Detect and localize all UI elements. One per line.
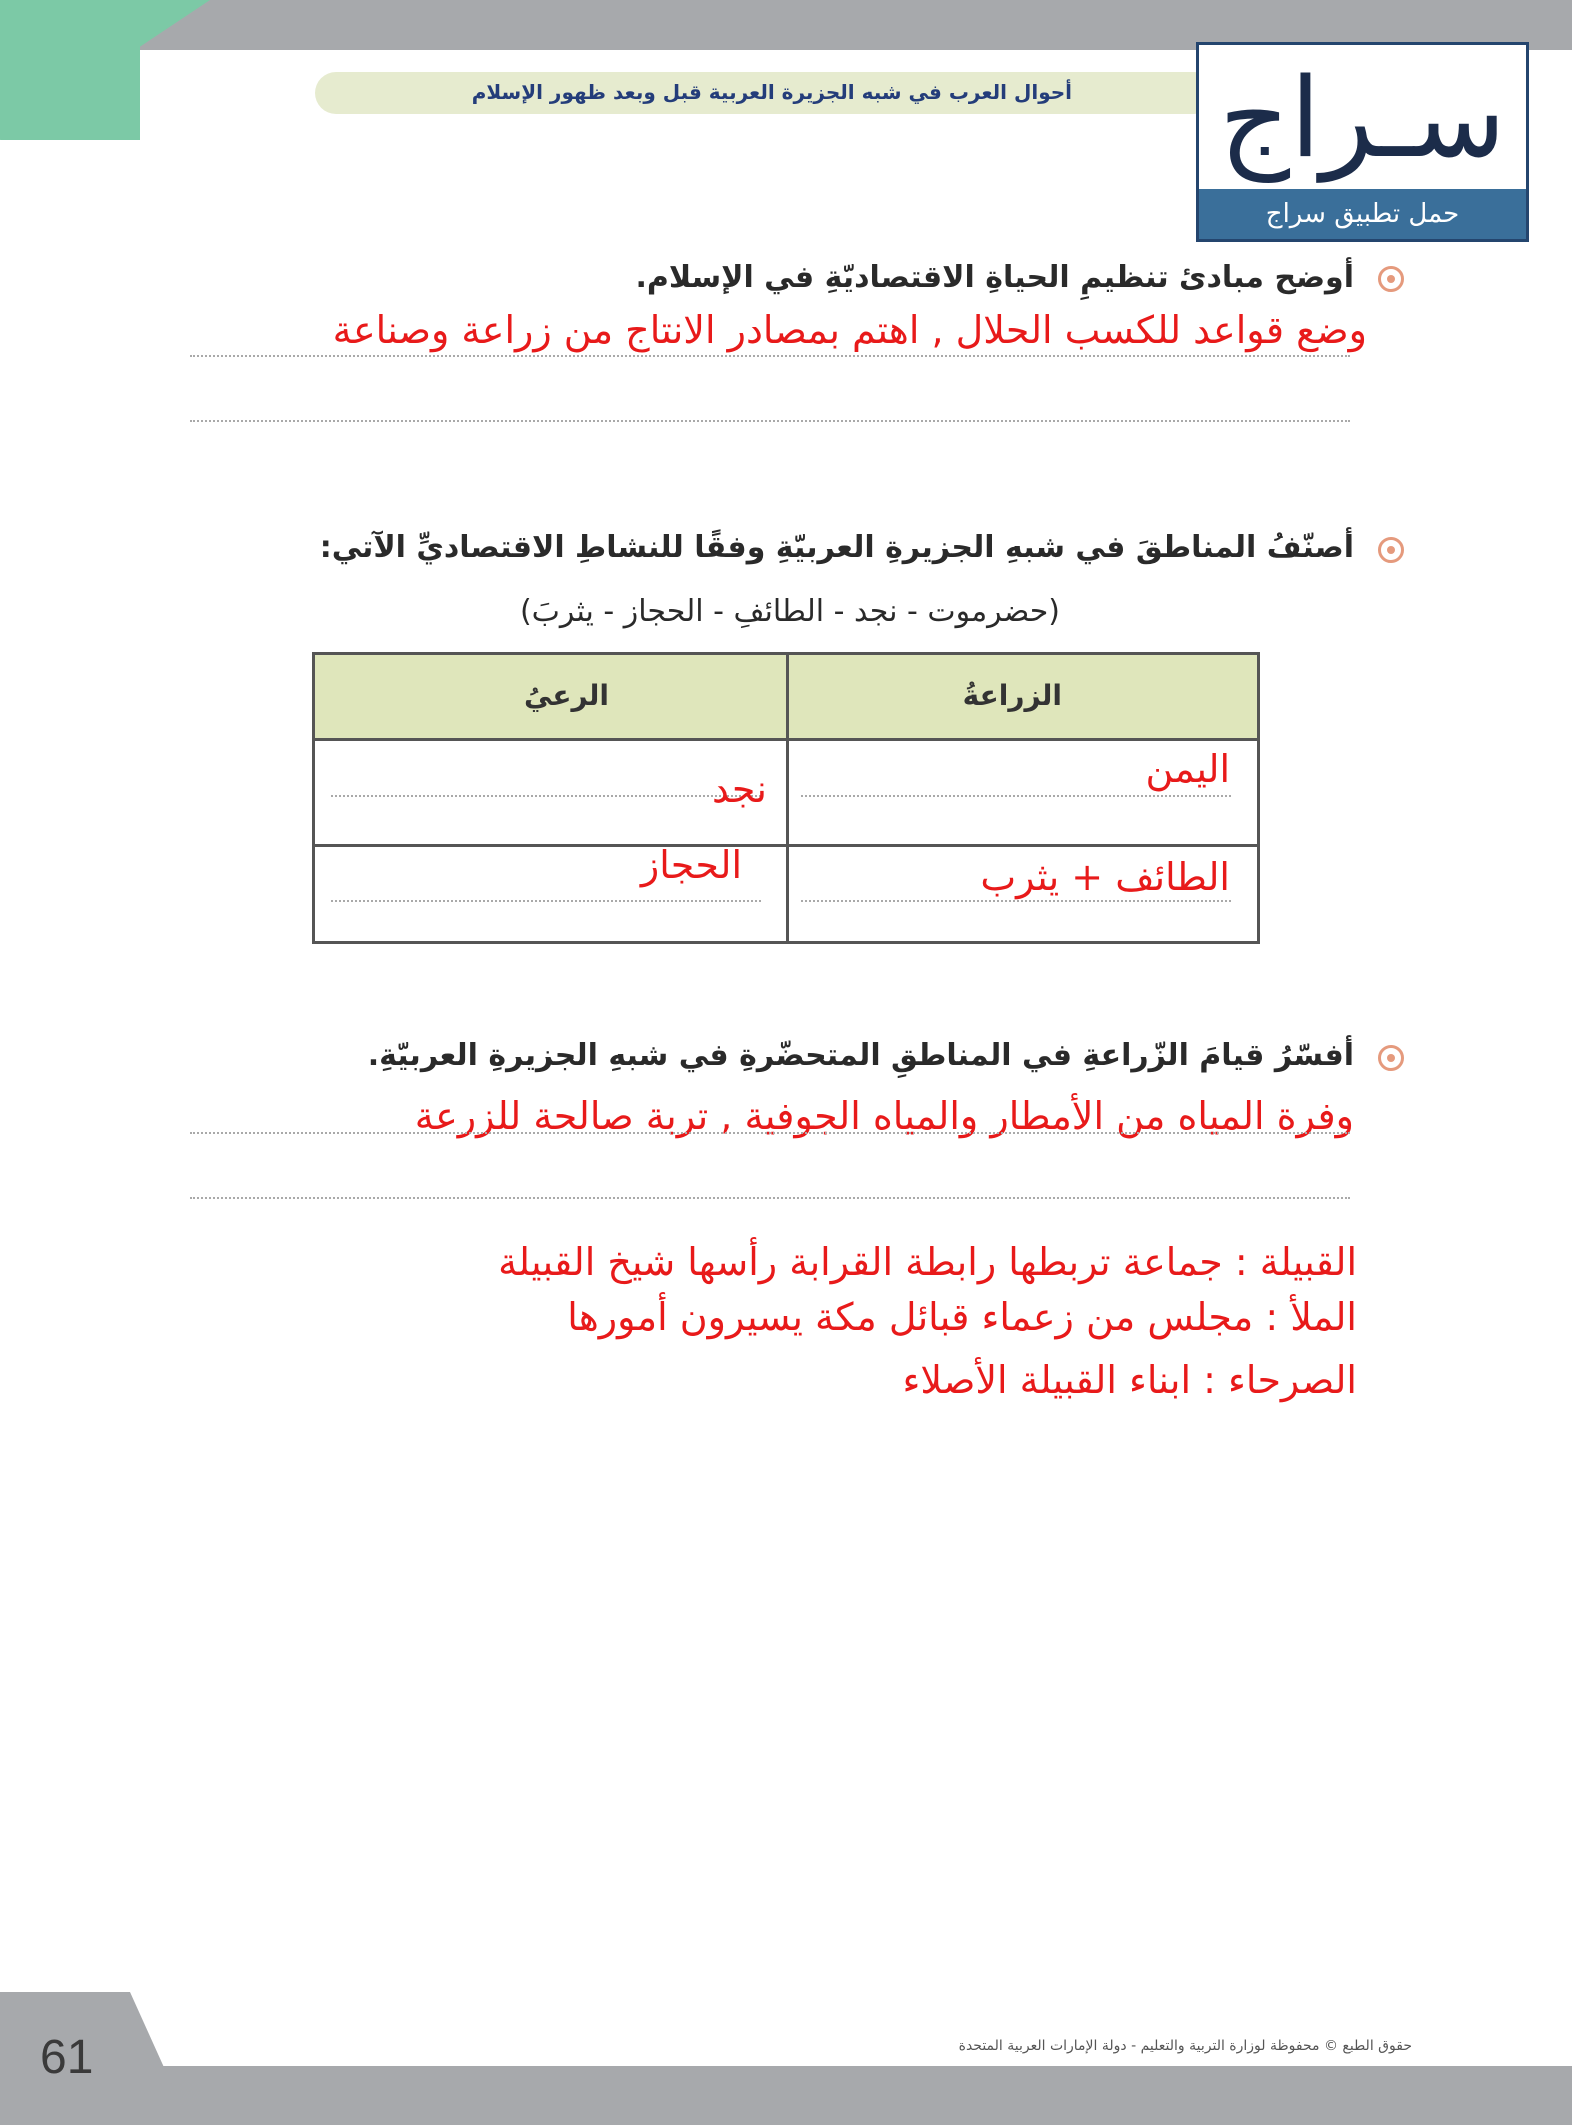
page-number: 61	[40, 2031, 94, 2084]
chapter-title: أحوال العرب في شبه الجزيرة العربية قبل وبعد ظهور الإسلام	[471, 80, 1072, 104]
cell-line	[331, 900, 761, 902]
question-2-options: (حضرموت - نجد - الطائفِ - الحجاز - يثربَ)	[519, 594, 1060, 629]
answer-3-text: وفرة المياه من الأمطار والمياه الجوفية , تربة صالحة للزرعة	[414, 1094, 1354, 1138]
classification-table	[312, 652, 1260, 944]
question-2-text: أصنّفُ المناطقَ في شبهِ الجزيرةِ العربيّةِ وفقًا للنشاطِ الاقتصاديِّ الآتي:	[319, 530, 1354, 565]
question-3-text: أفسّرُ قيامَ الزّراعةِ في المناطقِ المتحضّرةِ في شبهِ الجزيرةِ العربيّةِ.	[367, 1038, 1354, 1073]
column-header-grazing: الرعيُ	[524, 679, 609, 712]
question-bullet-icon	[1378, 1045, 1404, 1071]
bottom-bar	[0, 2066, 1572, 2125]
cell-line	[331, 795, 761, 797]
siraj-logo[interactable]	[1196, 42, 1529, 242]
table-cell-graze-2: الحجاز	[640, 843, 742, 887]
note-surahaa: الصرحاء : ابناء القبيلة الأصلاء	[902, 1358, 1357, 1402]
copyright-text: حقوق الطبع © محفوظة لوزارة التربية والتعليم - دولة الإمارات العربية المتحدة	[958, 2038, 1412, 2054]
table-cell-agri-1: اليمن	[1145, 747, 1230, 791]
answer-line	[190, 1132, 1350, 1134]
cell-line	[801, 795, 1231, 797]
question-bullet-icon	[1378, 266, 1404, 292]
table-cell-agri-2: الطائف + يثرب	[980, 855, 1230, 899]
table-cell-graze-1: نجد	[711, 767, 767, 811]
answer-line	[190, 1197, 1350, 1199]
cell-line	[801, 900, 1231, 902]
answer-line	[190, 420, 1350, 422]
corner-decoration-lower	[0, 0, 140, 140]
column-header-agriculture: الزراعةُ	[962, 679, 1062, 712]
note-tribe: القبيلة : جماعة تربطها رابطة القرابة رأسها شيخ القبيلة	[498, 1240, 1357, 1284]
question-1-text: أوضح مبادئ تنظيمِ الحياةِ الاقتصاديّةِ في الإسلام.	[635, 260, 1354, 295]
row-divider	[315, 844, 1257, 847]
logo-word: سـراج	[1219, 54, 1506, 182]
page-tab-slope	[130, 1992, 190, 2125]
column-divider	[786, 655, 789, 941]
answer-1-text: وضع قواعد للكسب الحلال , اهتم بمصادر الانتاج من زراعة وصناعة	[332, 308, 1367, 352]
answer-line	[190, 355, 1350, 357]
note-mala: الملأ : مجلس من زعماء قبائل مكة يسيرون أمورها	[567, 1295, 1357, 1339]
question-bullet-icon	[1378, 537, 1404, 563]
logo-tagline: حمل تطبيق سراج	[1199, 189, 1526, 239]
